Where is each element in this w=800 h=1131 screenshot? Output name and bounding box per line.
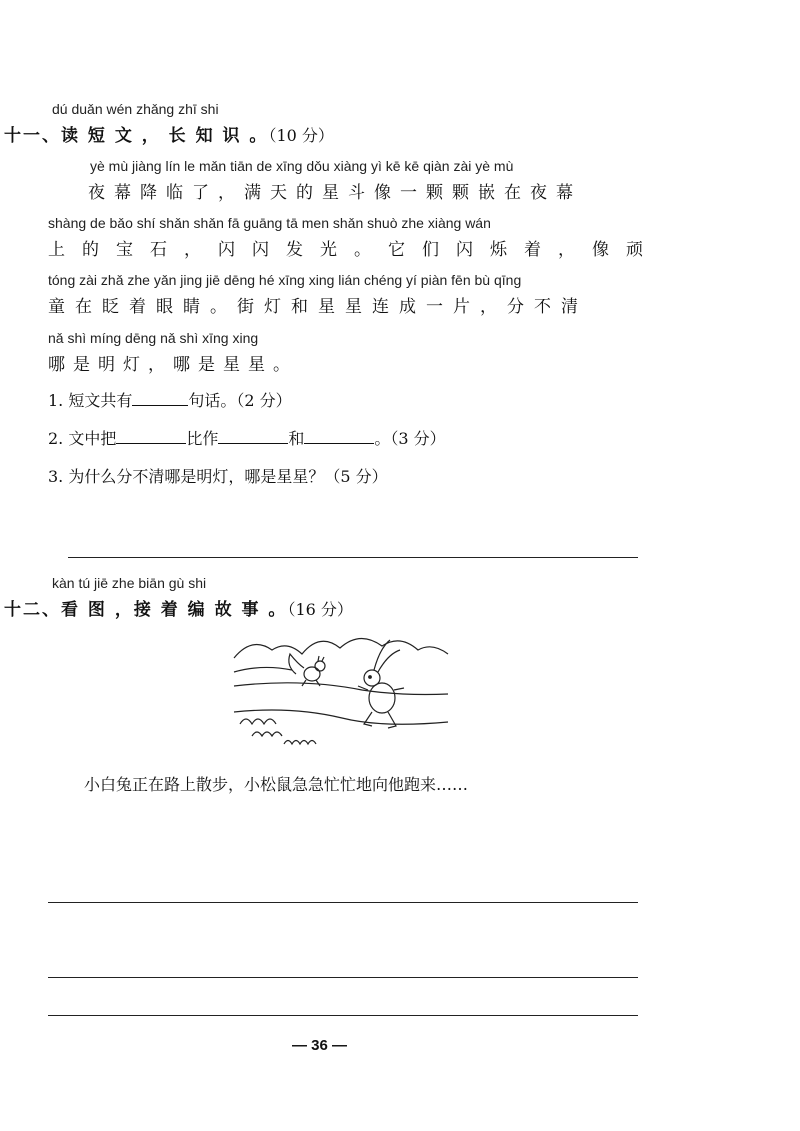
question-3 — [48, 464, 388, 487]
question-2-mid2: 和 — [288, 429, 305, 448]
answer-line-3[interactable] — [48, 1015, 638, 1016]
question-2-blank-3[interactable] — [304, 429, 374, 444]
passage-line1-pinyin: yè mù jiàng lín le mǎn tiān de xīng dǒu xiàng yì kē kē qiàn zài yè mù — [90, 158, 514, 174]
section12-heading-pinyin: kàn tú jiē zhe biān gù shi — [52, 575, 207, 591]
page-number: — 36 — — [292, 1037, 348, 1054]
answer-line-2[interactable] — [48, 977, 638, 978]
question-3-points: （5 分） — [324, 467, 388, 486]
question-1 — [48, 388, 292, 411]
passage-line2-pinyin: shàng de bǎo shí shǎn shǎn fā guāng tā men shǎn shuò zhe xiàng wán — [48, 215, 491, 231]
question-1-points: （2 分） — [236, 391, 292, 410]
story-prompt: 小白兔正在路上散步，小松鼠急急忙忙地向他跑来…… — [84, 775, 469, 794]
section11-title: 十一、读 短 文 ， 长 知 识 。 — [4, 126, 269, 146]
section12-points: （16 分） — [287, 600, 353, 619]
passage-line4-pinyin: nǎ shì míng dēng nǎ shì xīng xing — [48, 330, 259, 346]
section11-heading — [4, 121, 334, 146]
section12-title: 十二、看 图 ，接 着 编 故 事 。 — [4, 600, 288, 620]
passage-line2-text: 上的宝石，闪闪发光。它们闪烁着，像顽 — [48, 240, 660, 260]
question-1-after: 句话。 — [188, 391, 237, 410]
question-2-mid1: 比作 — [186, 429, 219, 448]
passage-line3-pinyin: tóng zài zhǎ zhe yǎn jing jiē dēng hé xīng xing lián chéng yí piàn fēn bù qīng — [48, 272, 522, 288]
section11-points: （10 分） — [268, 126, 334, 145]
passage-line4-text: 哪是明灯，哪是星星。 — [48, 355, 298, 375]
question-2-points: （3 分） — [390, 429, 446, 448]
answer-line-q3[interactable] — [68, 557, 638, 558]
question-3-text: 3. 为什么分不清哪是明灯，哪是星星？ — [48, 467, 325, 486]
rabbit-and-squirrel-illustration — [232, 628, 450, 750]
question-2-blank-1[interactable] — [116, 429, 186, 444]
section11-heading-pinyin: dú duǎn wén zhǎng zhī shi — [52, 101, 219, 117]
question-2-before: 2. 文中把 — [48, 429, 117, 448]
question-2 — [48, 426, 446, 449]
question-2-after: 。 — [374, 429, 391, 448]
question-2-blank-2[interactable] — [218, 429, 288, 444]
question-1-before: 1. 短文共有 — [48, 391, 133, 410]
passage-line3-text: 童在眨着眼睛。街灯和星星连成一片，分不清 — [48, 297, 588, 317]
passage-line1-text: 夜幕降临了，满天的星斗像一颗颗嵌在夜幕 — [88, 183, 582, 203]
answer-line-1[interactable] — [48, 902, 638, 903]
section12-heading — [4, 595, 353, 620]
question-1-blank[interactable] — [132, 391, 188, 406]
